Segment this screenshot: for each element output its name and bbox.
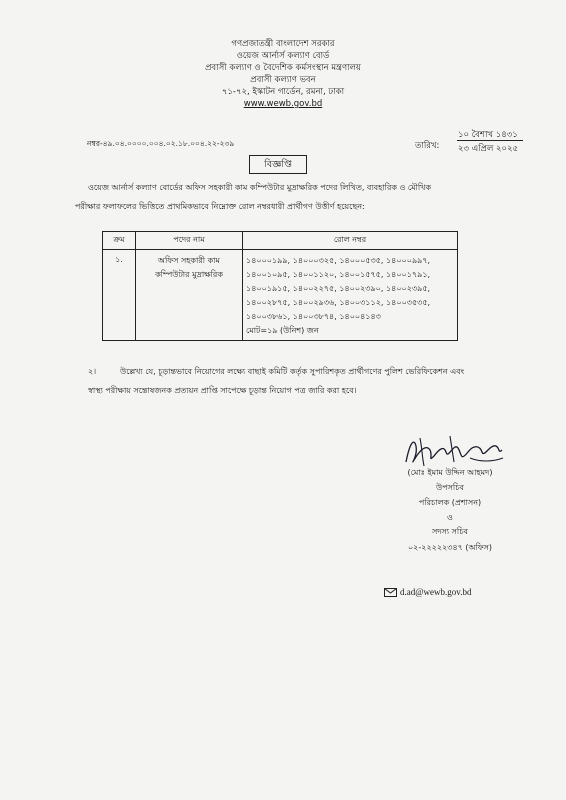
ministry-name: প্রবাসী কল্যাণ ও বৈদেশিক কর্মসংস্থান মন্ত্রণালয় <box>205 63 361 73</box>
email-address[interactable]: d.ad@wewb.gov.bd <box>400 587 472 597</box>
roll-line: ১৪০০৩৮৬১, ১৪০০৩৮৭৪, ১৪০০৪১৪৩ <box>246 312 381 321</box>
intro-line-2: পরীক্ষার ফলাফলের ভিত্তিতে প্রাথমিকভাবে নিম্নোক্ত রোল নম্বরধারী প্রার্থীগণ উত্তীর্ণ হয়েছেন: <box>75 202 365 211</box>
date-bangla: ১০ বৈশাখ ১৪৩১ <box>458 130 518 140</box>
cell-serial: ১. <box>103 250 136 341</box>
signatory-email <box>384 587 471 597</box>
result-table <box>102 231 458 341</box>
table-row <box>103 250 458 341</box>
header-roll: রোল নম্বর <box>243 232 458 250</box>
signatory-designation: উপসচিব <box>435 483 464 492</box>
cell-roll-numbers <box>243 250 458 341</box>
date-label: তারিখ: <box>415 141 440 151</box>
intro-line-1: ওয়েজ আর্নার্স কল্যাণ বোর্ডের অফিস সহকারী কাম কম্পিউটার মুদ্রাক্ষরিক পদের লিখিত, ব্যবহারিক ও মৌখিক <box>88 183 432 192</box>
building-name: প্রবাসী কল্যাণ ভবন <box>250 75 316 85</box>
memo-number: নম্বর-৪৯.০৪.০০০০.০০৪.০২.১৮.০০৪.২২-২৩৯ <box>87 139 235 148</box>
roll-line: ১৪০০১৯১৫, ১৪০০২২৭৫, ১৪০০২৩৯০, ১৪০০২৩৯৫, <box>246 284 431 293</box>
website-link[interactable]: www.wewb.gov.bd <box>243 99 323 109</box>
table-header-row <box>103 232 458 250</box>
date-divider <box>457 140 523 141</box>
signatory-role: পরিচালক (প্রশাসন) <box>418 498 482 507</box>
roll-line: ১৪০০০১৯৯, ১৪০০০৩২৫, ১৪০০০৫৩৫, ১৪০০০৯৯৭, <box>246 256 431 265</box>
cell-post <box>136 250 243 341</box>
roll-total: মোট=১৯ (উনিশ) জন <box>246 326 319 335</box>
post-line-2: কম্পিউটার মুদ্রাক্ষরিক <box>155 270 223 279</box>
intro-paragraph <box>75 178 518 216</box>
roll-line: ১৪০০১০৯৫, ১৪০০১১২০, ১৪০০১৫৭৫, ১৪০০১৭৯১, <box>246 270 431 279</box>
board-name: ওয়েজ আর্নার্স কল্যাণ বোর্ড <box>236 51 330 61</box>
letterhead <box>0 38 566 110</box>
header-post: পদের নাম <box>136 232 243 250</box>
condition-paragraph <box>88 362 518 400</box>
post-line-1: অফিস সহকারী কাম <box>158 256 220 265</box>
signatory-and: ও <box>447 513 453 522</box>
notice-title: বিজ্ঞপ্তি <box>249 155 307 174</box>
paragraph-number: ২। <box>88 367 97 376</box>
roll-line: ১৪০০২৮৭৫, ১৪০০২৯৩৬, ১৪০০৩১১২, ১৪০০৩৫৩৫, <box>246 298 431 307</box>
office-address: ৭১-৭২, ইস্কাটন গার্ডেন, রমনা, ঢাকা <box>221 87 345 97</box>
condition-line-1: উল্লেখ্য যে, চূড়ান্তভাবে নিয়োগের লক্ষ্যে বাছাই কমিটি কর্তৃক সুপারিশকৃত প্রার্থীগণের পুলিশ ভেরিফিকেশন এবং <box>120 367 465 376</box>
date-english: ২৩ এপ্রিল ২০২৫ <box>458 144 519 154</box>
mail-icon <box>384 588 397 597</box>
signatory-phone: ০২-২২২২২৩৪৭ (অফিস) <box>407 543 493 552</box>
government-name: গণপ্রজাতন্ত্রী বাংলাদেশ সরকার <box>231 39 335 49</box>
header-serial: ক্রম <box>103 232 136 250</box>
condition-line-2: স্বাস্থ্য পরীক্ষায় সন্তোষজনক প্রত্যয়ন প্রাপ্তি সাপেক্ষে চূড়ান্ত নিয়োগ পত্র জারি করা হবে। <box>88 386 357 395</box>
signatory-member: সদস্য সচিব <box>432 527 468 536</box>
signature <box>400 432 505 472</box>
signatory-name: (মোঃ ইমাম উদ্দিন আহমদ) <box>407 468 493 477</box>
